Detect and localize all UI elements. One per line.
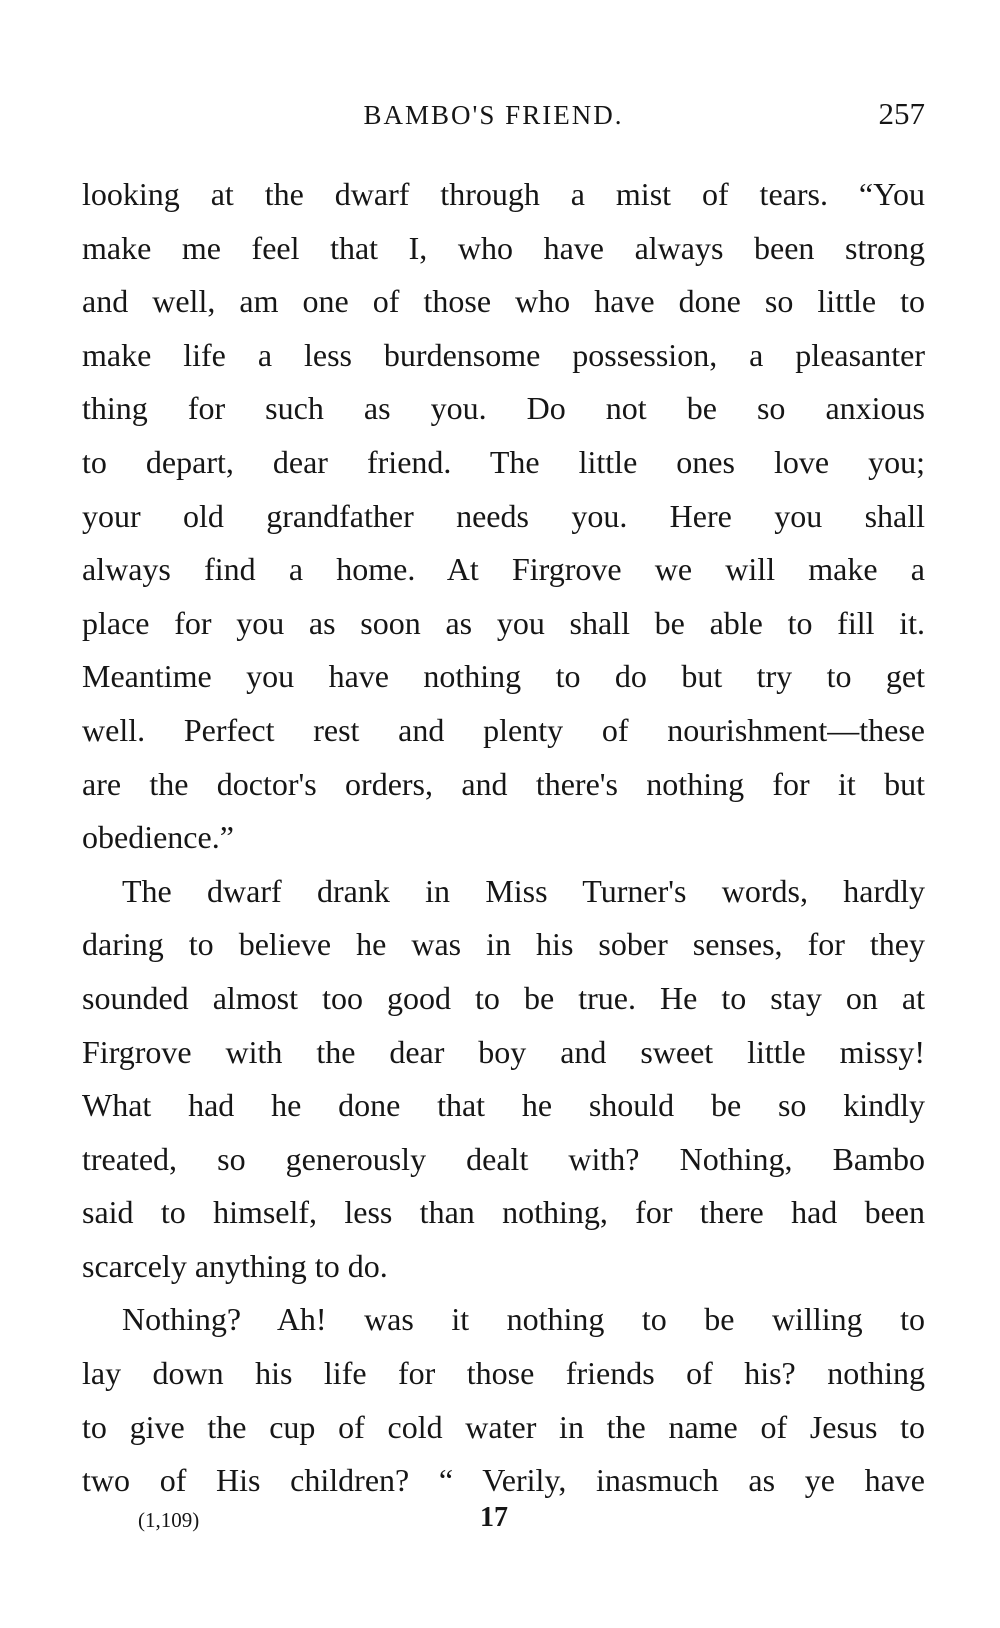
text-line: scarcely anything to do.	[82, 1247, 388, 1284]
sheet-number: 17	[480, 1502, 508, 1533]
text-line: well. Perfect rest and plenty of nourishment—these	[82, 711, 925, 748]
text-line: to depart, dear friend. The little ones love you;	[82, 443, 925, 480]
text-line: Firgrove with the dear boy and sweet little missy!	[82, 1033, 925, 1070]
text-line: What had he done that he should be so kindly	[82, 1087, 925, 1124]
text-line: treated, so generously dealt with? Nothing, Bambo	[82, 1140, 925, 1177]
text-line: make life a less burdensome possession, a pleasanter	[82, 336, 925, 373]
body-text	[82, 168, 925, 1508]
text-line: thing for such as you. Do not be so anxious	[82, 390, 925, 427]
page-number: 257	[878, 96, 925, 131]
text-line: two of His children? “ Verily, inasmuch as ye have	[82, 1462, 925, 1499]
text-line: always find a home. At Firgrove we will make a	[82, 551, 925, 588]
text-line: sounded almost too good to be true. He to stay on at	[82, 979, 925, 1016]
text-line: said to himself, less than nothing, for there had been	[82, 1194, 925, 1231]
text-line: place for you as soon as you shall be able to fill it.	[82, 604, 925, 641]
text-line: daring to believe he was in his sober senses, for they	[82, 926, 925, 963]
paragraph-3	[82, 1293, 925, 1507]
text-line: obedience.”	[82, 819, 234, 856]
text-line: make me feel that I, who have always been strong	[82, 229, 925, 266]
paragraph-1	[82, 168, 925, 865]
paragraph-2	[82, 865, 925, 1294]
text-line: are the doctor's orders, and there's nothing for it but	[82, 765, 925, 802]
text-line: to give the cup of cold water in the name of Jesus to	[82, 1408, 925, 1445]
printer-signature: (1,109)	[138, 1508, 200, 1532]
text-line: looking at the dwarf through a mist of tears. “You	[82, 176, 925, 212]
text-line: Nothing? Ah! was it nothing to be willing to	[122, 1301, 925, 1338]
page-footer	[82, 1502, 925, 1542]
text-line: The dwarf drank in Miss Turner's words, hardly	[122, 872, 925, 909]
running-title: BAMBO'S FRIEND.	[363, 100, 624, 130]
running-head	[82, 96, 925, 140]
text-line: lay down his life for those friends of his? nothing	[82, 1355, 925, 1392]
text-line: and well, am one of those who have done so little to	[82, 283, 925, 320]
text-line: Meantime you have nothing to do but try to get	[82, 658, 925, 695]
text-line: your old grandfather needs you. Here you shall	[82, 497, 925, 534]
